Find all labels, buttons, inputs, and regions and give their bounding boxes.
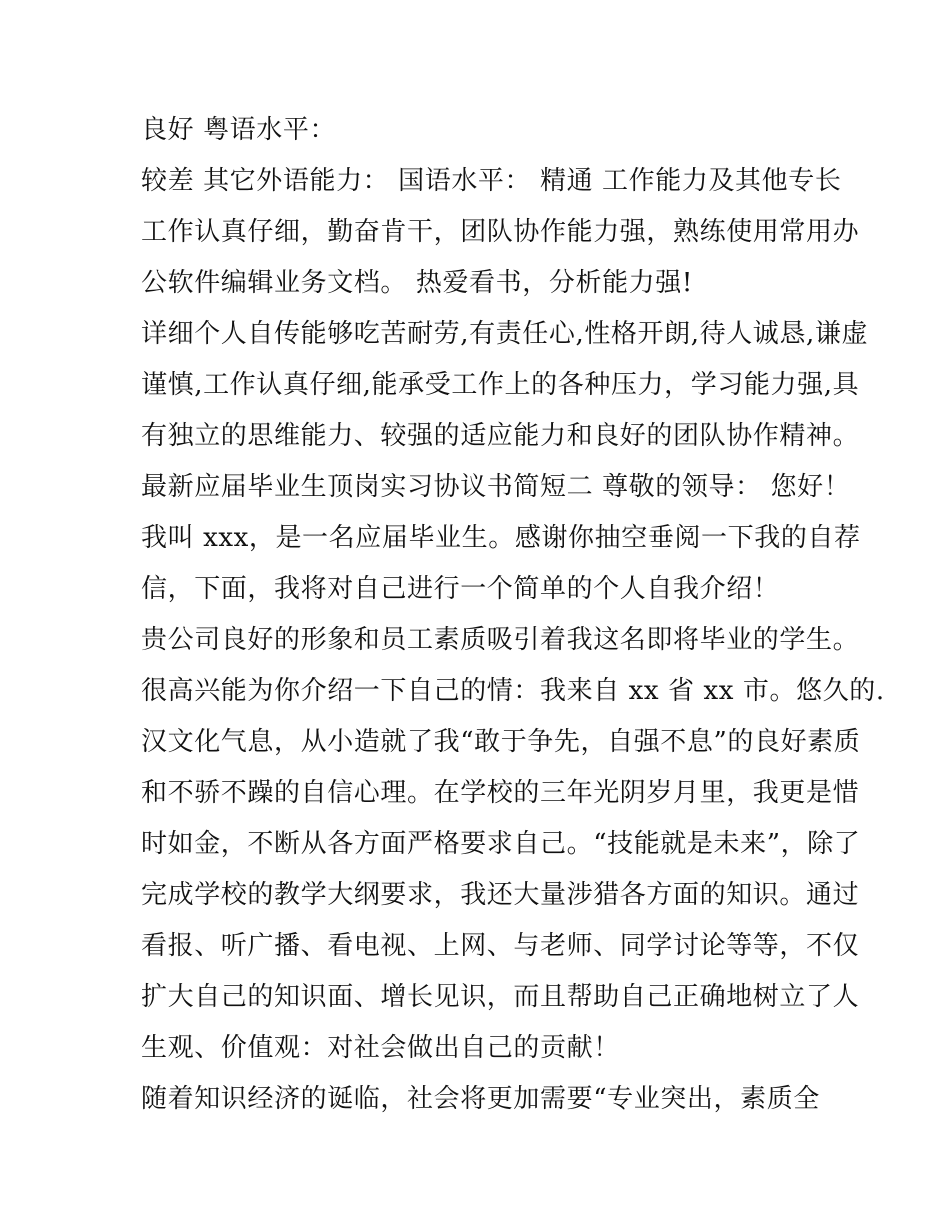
text-line: 看报、听广播、看电视、上网、与老师、同学讨论等等，不仅 xyxy=(141,931,860,961)
text-line: 有独立的思维能力、较强的适应能力和良好的团队协作精神。 xyxy=(141,421,860,451)
text-line: 和不骄不躁的自信心理。在学校的三年光阴岁月里，我更是惜 xyxy=(141,778,860,808)
text-line: 信，下面，我将对自己进行一个简单的个人自我介绍！ xyxy=(141,574,780,604)
text-line: 较差 其它外语能力： 国语水平： 精通 工作能力及其他专长 xyxy=(141,166,842,196)
text-line: 我叫 xxx，是一名应届毕业生。感谢你抽空垂阅一下我的自荐 xyxy=(141,523,861,553)
text-line: 谨慎,工作认真仔细,能承受工作上的各种压力，学习能力强,具 xyxy=(141,370,860,400)
text-line: 随着知识经济的诞临，社会将更加需要“专业突出，素质全 xyxy=(141,1084,820,1114)
text-line: 详细个人自传能够吃苦耐劳,有责任心,性格开朗,待人诚恳,谦虚 xyxy=(141,319,869,349)
text-line: 完成学校的教学大纲要求，我还大量涉猎各方面的知识。通过 xyxy=(141,880,860,910)
text-line: 很高兴能为你介绍一下自己的情：我来自 xx 省 xx 市。悠久的. xyxy=(141,676,885,706)
text-line: 最新应届毕业生顶岗实习协议书简短二 尊敬的领导： 您好！ xyxy=(141,472,851,502)
text-line: 时如金，不断从各方面严格要求自己。“技能就是未来”，除了 xyxy=(141,829,861,859)
text-line: 公软件编辑业务文档。 热爱看书，分析能力强! xyxy=(141,268,693,298)
text-line: 生观、价值观：对社会做出自己的贡献！ xyxy=(141,1033,620,1063)
text-line: 工作认真仔细，勤奋肯干，团队协作能力强，熟练使用常用办 xyxy=(141,217,860,247)
text-line: 良好 粤语水平： xyxy=(141,115,337,145)
text-line: 汉文化气息，从小造就了我“敢于争先，自强不息”的良好素质 xyxy=(141,727,861,757)
text-line: 扩大自己的知识面、增长见识，而且帮助自己正确地树立了人 xyxy=(141,982,860,1012)
text-line: 贵公司良好的形象和员工素质吸引着我这名即将毕业的学生。 xyxy=(141,625,860,655)
